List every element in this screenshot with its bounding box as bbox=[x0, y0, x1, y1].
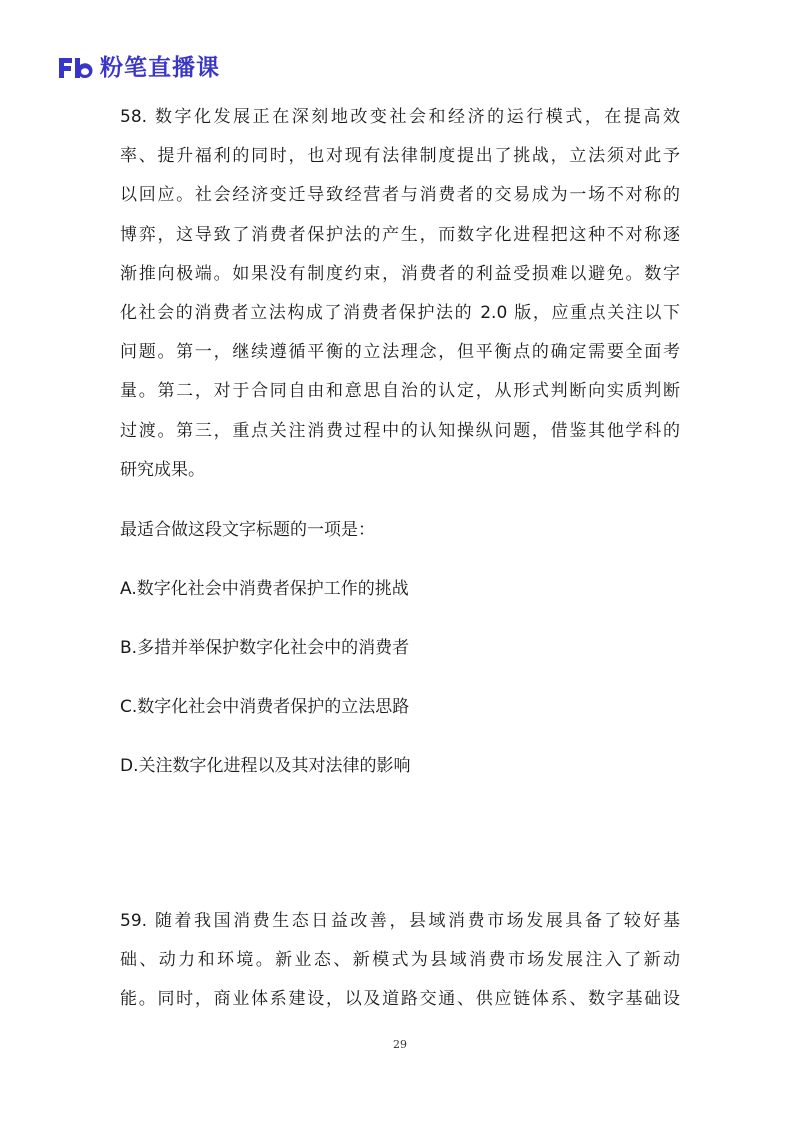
stem-line: 量。第二，对于合同自由和意思自治的认定，从形式判断向实质判断 bbox=[120, 381, 680, 402]
brand-name: 粉笔直播课 bbox=[100, 55, 220, 81]
stem-line: 以回应。社会经济变迁导致经营者与消费者的交易成为一场不对称的 bbox=[120, 185, 680, 206]
question-58 bbox=[120, 98, 680, 785]
question-58-stem bbox=[120, 98, 680, 490]
stem-line: 58. 数字化发展正在深刻地改变社会和经济的运行模式，在提高效 bbox=[120, 107, 680, 127]
option-c: C.数字化社会中消费者保护的立法思路 bbox=[120, 697, 410, 718]
stem-line: 率、提升福利的同时，也对现有法律制度提出了挑战，立法须对此予 bbox=[120, 146, 680, 167]
option-d: D.关注数字化进程以及其对法律的影响 bbox=[120, 756, 411, 777]
option-b: B.多措并举保护数字化社会中的消费者 bbox=[120, 638, 410, 659]
question-59-stem bbox=[120, 902, 680, 1020]
stem-line: 化社会的消费者立法构成了消费者保护法的 2.0 版，应重点关注以下 bbox=[120, 303, 680, 324]
fenbi-logo-icon bbox=[56, 54, 94, 82]
page-number: 29 bbox=[393, 1038, 407, 1051]
stem-line: 59. 随着我国消费生态日益改善，县域消费市场发展具备了较好基 bbox=[120, 911, 680, 931]
question-59 bbox=[120, 902, 680, 1020]
stem-line: 能。同时，商业体系建设，以及道路交通、供应链体系、数字基础设 bbox=[120, 989, 680, 1010]
stem-line: 博弈，这导致了消费者保护法的产生，而数字化进程把这种不对称逐 bbox=[120, 224, 680, 245]
stem-line: 过渡。第三，重点关注消费过程中的认知操纵问题，借鉴其他学科的 bbox=[120, 420, 680, 441]
stem-line: 渐推向极端。如果没有制度约束，消费者的利益受损难以避免。数字 bbox=[120, 263, 680, 284]
stem-line: 问题。第一，继续遵循平衡的立法理念，但平衡点的确定需要全面考 bbox=[120, 342, 680, 363]
stem-line: 研究成果。 bbox=[120, 459, 205, 480]
brand-logo bbox=[56, 52, 220, 84]
question-prompt: 最适合做这段文字标题的一项是： bbox=[120, 520, 375, 541]
option-a: A.数字化社会中消费者保护工作的挑战 bbox=[120, 579, 409, 600]
stem-line: 础、动力和环境。新业态、新模式为县域消费市场发展注入了新动 bbox=[120, 950, 680, 971]
